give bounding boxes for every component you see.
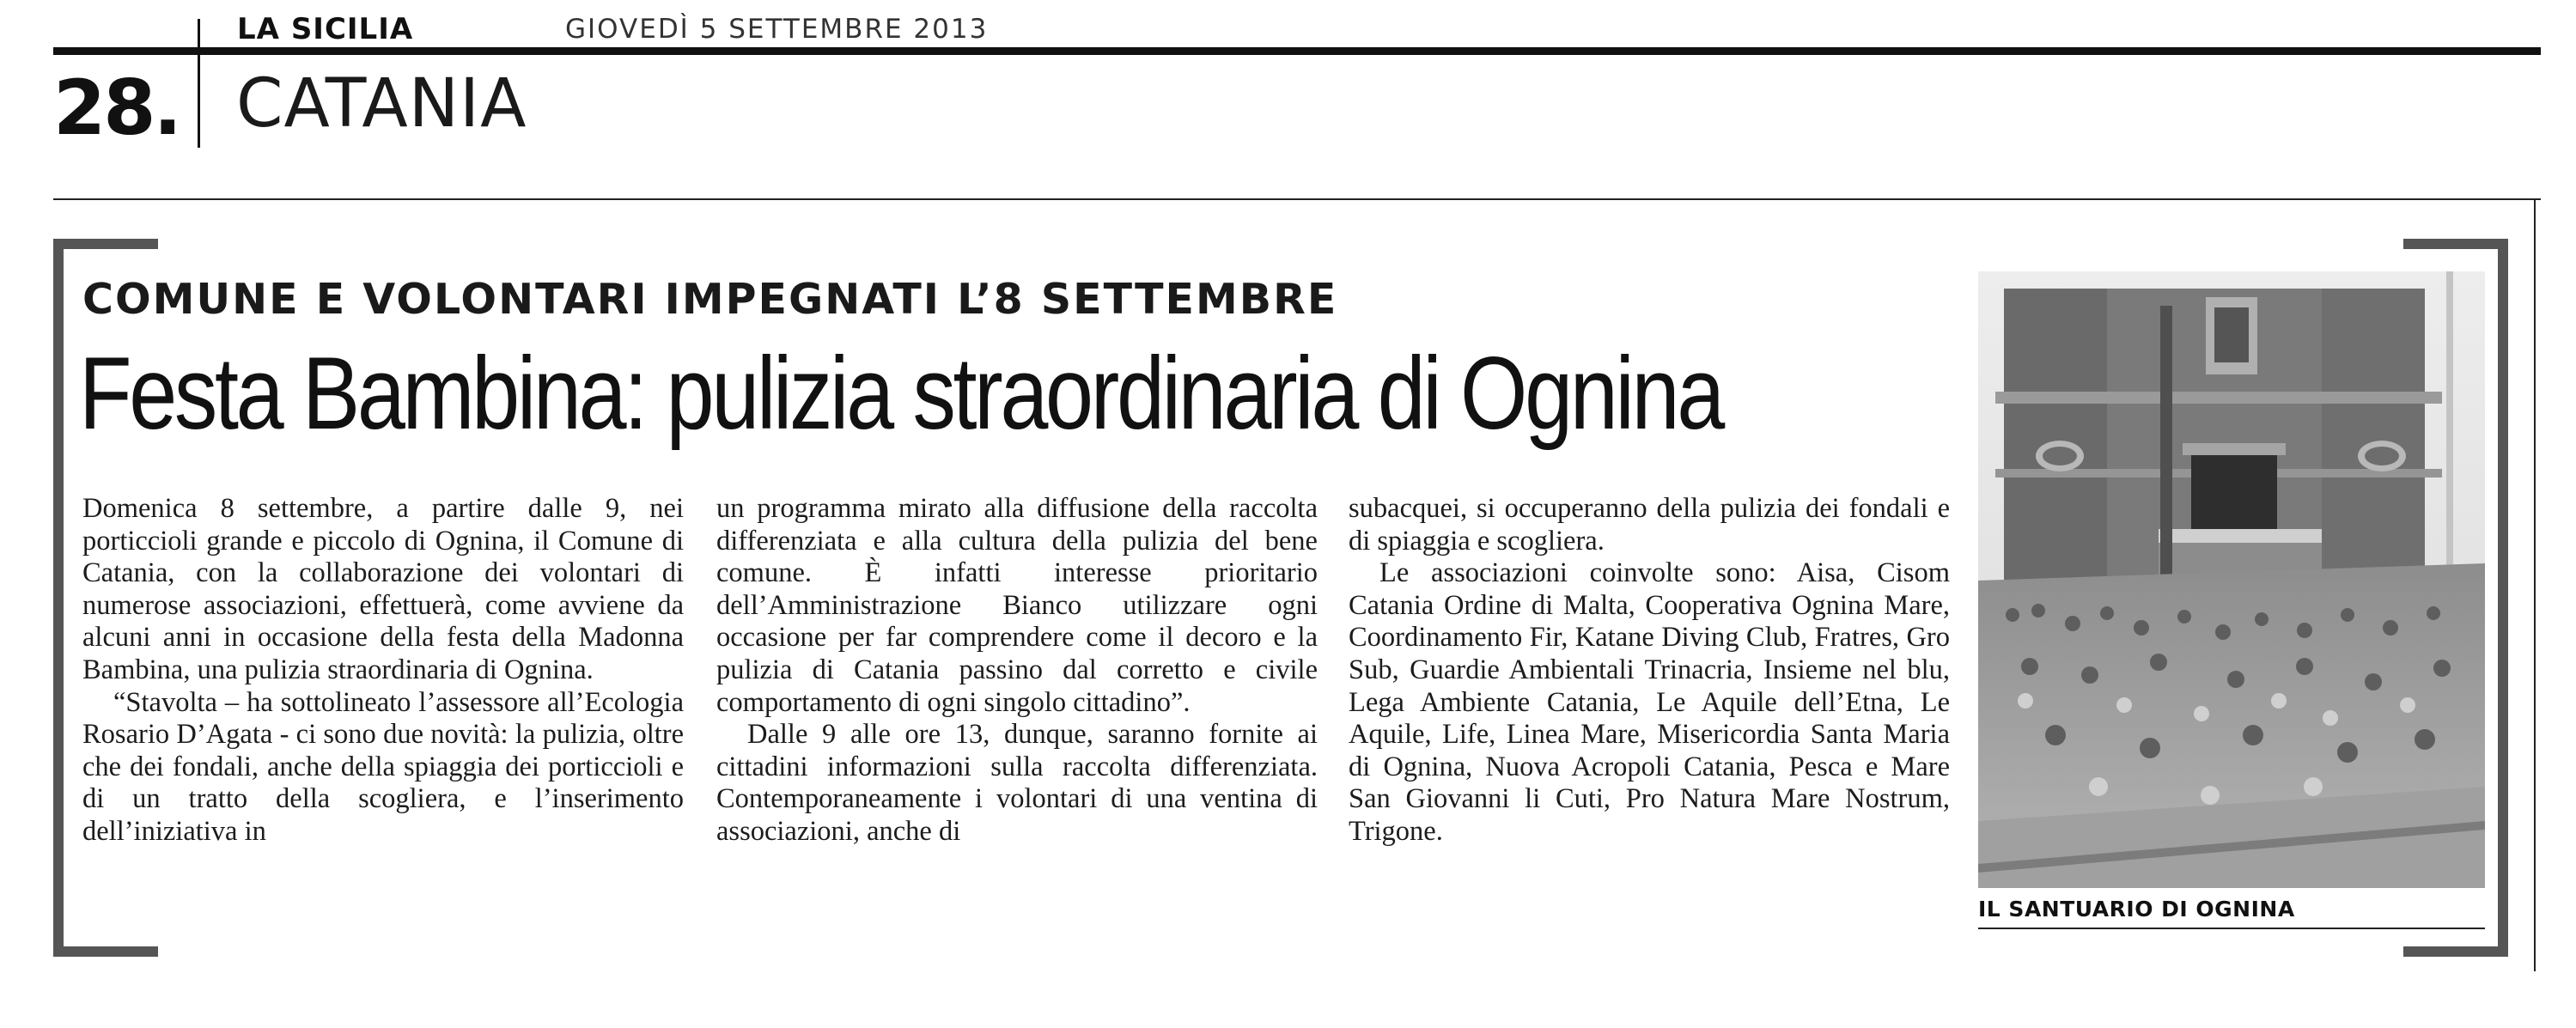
article-kicker: COMUNE E VOLONTARI IMPEGNATI L’8 SETTEMBRE	[82, 275, 1338, 324]
paragraph: Le associazioni coinvolte sono: Aisa, Cisom Catania Ordine di Malta, Cooperativa Ognina Mare, Coordinamento Fir, Katane Diving Club, Fratres, Gro Sub, Guardie Ambientali Trinacria, Insieme nel blu, Lega Ambiente Catania, Le Aquile dell’Etna, Le Aquile, Life, Linea Mare, Misericordia Santa Maria di Ognina, Nuova Acropoli Catania, Pesca e Mare San Giovanni li Cuti, Pro Natura Mare Nostrum, Trigone.	[1349, 557, 1950, 847]
frame-bracket-left	[53, 239, 64, 957]
frame-bracket-right	[2498, 239, 2508, 957]
section-title: CATANIA	[236, 65, 527, 143]
article-column-3	[1349, 493, 1950, 849]
paragraph-continuation: un programma mirato alla diffusione della raccolta differenziata e alla cultura della pulizia del bene comune. È infatti interesse prioritario dell’Amministrazione Bianco utilizzare ogni occasione per far comprendere come il decoro e la pulizia di Catania passino dal corretto e civile comportamento di ogni singolo cittadino”.	[716, 493, 1318, 718]
paragraph: Dalle 9 alle ore 13, dunque, saranno fornite ai cittadini informazioni sulla raccolta differenziata. Contemporaneamente i volontari di una ventina di associazioni, anche di	[716, 719, 1318, 847]
newspaper-name: LA SICILIA	[237, 12, 414, 46]
frame-bracket-left-top	[53, 239, 158, 249]
photo-caption: IL SANTUARIO DI OGNINA	[1978, 897, 2295, 922]
paragraph: “Stavolta – ha sottolineato l’assessore all’Ecologia Rosario D’Agata - ci sono due novità: la pulizia, oltre che dei fondali, anche della spiaggia dei porticcioli e di un tratto della scogliera, e l’inserimento dell’iniziativa in	[82, 686, 684, 847]
page-number: 28.	[53, 64, 180, 152]
section-rule	[53, 198, 2541, 200]
frame-bracket-right-bottom	[2403, 946, 2508, 957]
frame-bracket-right-top	[2403, 239, 2508, 249]
article-column-2	[716, 493, 1318, 849]
masthead-rule	[53, 47, 2541, 55]
caption-rule	[1978, 928, 2485, 929]
paragraph-continuation: subacquei, si occuperanno della pulizia dei fondali e di spiaggia e scogliera.	[1349, 493, 1950, 557]
article-headline: Festa Bambina: pulizia straordinaria di Ognina	[79, 336, 1722, 451]
paragraph: Domenica 8 settembre, a partire dalle 9, nei porticcioli grande e piccolo di Ognina, il Comune di Catania, con la collaborazione dei volontari di numerose associazioni, effettuerà, come avviene da alcuni anni in occasione della festa della Madonna Bambina, una pulizia straordinaria di Ognina.	[82, 493, 684, 685]
sanctuary-photo	[1978, 271, 2485, 888]
article-column-1	[82, 493, 684, 849]
page-edge-rule	[2534, 198, 2536, 971]
frame-bracket-left-bottom	[53, 946, 158, 957]
masthead-divider	[198, 19, 200, 148]
issue-date: GIOVEDÌ 5 SETTEMBRE 2013	[565, 14, 989, 45]
